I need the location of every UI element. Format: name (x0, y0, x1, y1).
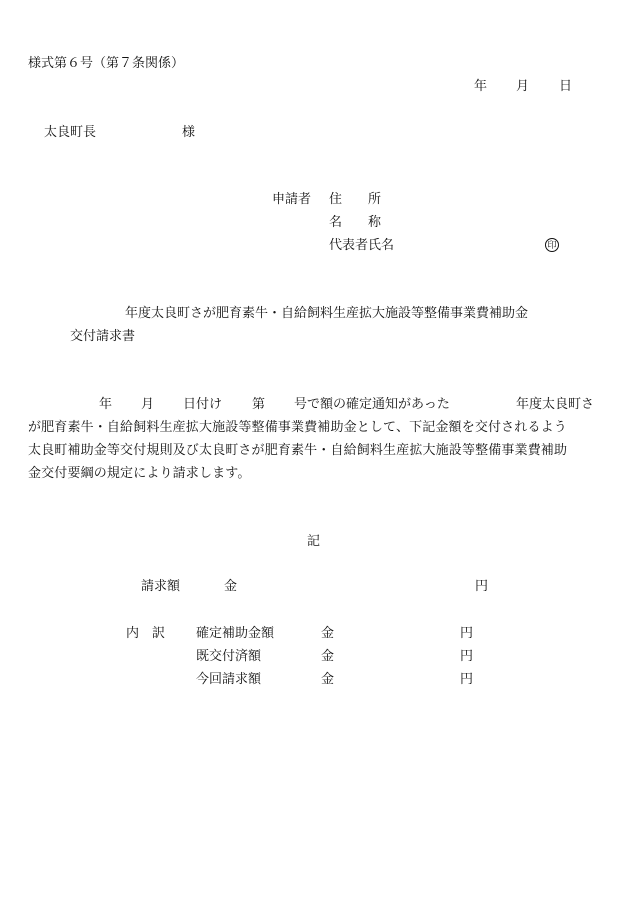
breakdown-row-kin: 金 (321, 649, 335, 664)
title-line1: 年度太良町さが肥育素牛・自給飼料生産拡大施設等整備事業費補助金 (125, 306, 529, 321)
seal-mark: 印 (545, 238, 559, 252)
breakdown-row-yen: 円 (460, 672, 474, 687)
breakdown-row-label: 今回請求額 (196, 672, 262, 687)
title-line2: 交付請求書 (70, 329, 136, 344)
breakdown-row-yen: 円 (460, 649, 474, 664)
date-month: 月 (516, 79, 530, 94)
breakdown-row-kin: 金 (321, 672, 335, 687)
addressee-honorific: 様 (182, 125, 196, 140)
body-line3: 太良町補助金等交付規則及び太良町さが肥育素牛・自給飼料生産拡大施設等整備事業費補助 (28, 443, 568, 458)
body-year: 年 (99, 397, 113, 412)
body-day: 日付け (183, 397, 223, 412)
form-number: 様式第６号（第７条関係） (28, 56, 185, 71)
breakdown-row-yen: 円 (460, 626, 474, 641)
ki-heading: 記 (307, 534, 321, 549)
claim-yen: 円 (475, 579, 489, 594)
claim-label: 請求額 (141, 579, 181, 594)
body-line2: が肥育素牛・自給飼料生産拡大施設等整備事業費補助金として、下記金額を交付されるよう (28, 420, 567, 435)
breakdown-row-label: 既交付済額 (196, 649, 262, 664)
breakdown-row-kin: 金 (321, 626, 335, 641)
breakdown-row-label: 確定補助金額 (196, 626, 275, 641)
applicant-address-label: 住 所 (329, 192, 382, 207)
addressee-name: 太良町長 (44, 125, 97, 140)
body-gou: 号で額の確定通知があった (294, 397, 450, 412)
applicant-role: 申請者 (272, 192, 312, 207)
applicant-rep-label: 代表者氏名 (329, 238, 395, 253)
date-year: 年 (474, 79, 488, 94)
body-number: 第 (252, 397, 266, 412)
body-line4: 金交付要綱の規定により請求します。 (28, 466, 251, 481)
claim-kin: 金 (224, 579, 238, 594)
breakdown-label: 内 訳 (126, 626, 166, 641)
applicant-name-label: 名 称 (329, 215, 382, 230)
body-month: 月 (141, 397, 155, 412)
body-tail: 年度太良町さ (516, 397, 595, 412)
date-day: 日 (559, 79, 573, 94)
